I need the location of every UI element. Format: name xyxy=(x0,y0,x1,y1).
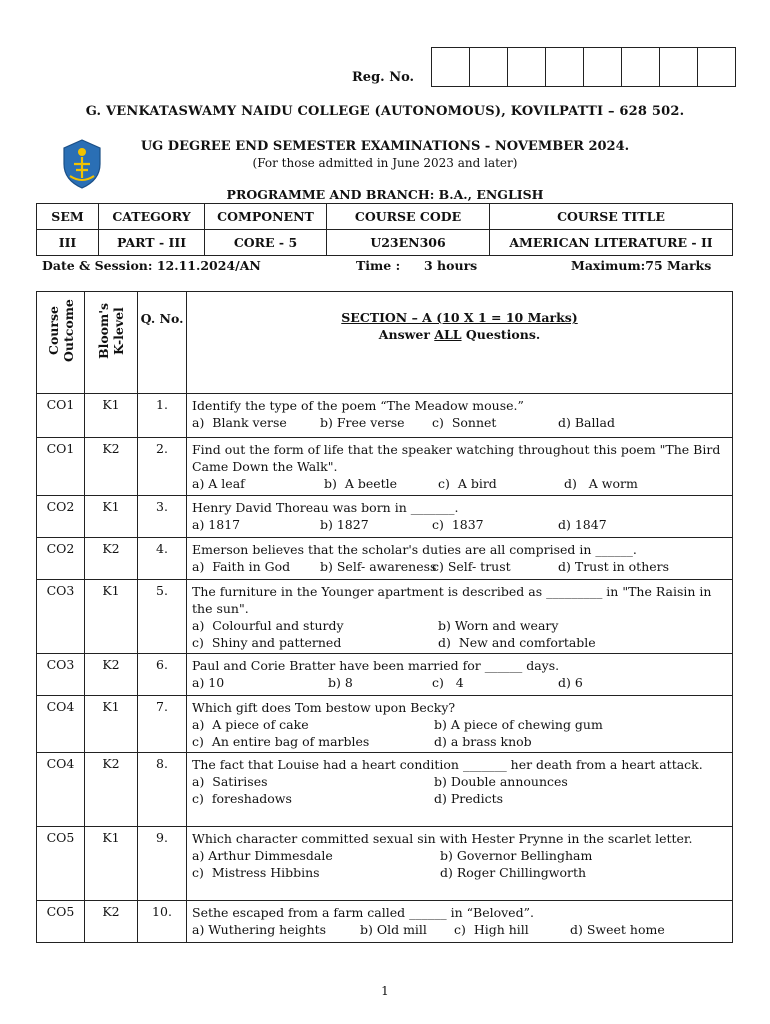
col-component: COMPONENT xyxy=(205,204,327,230)
answer-option: c) Shiny and patterned xyxy=(192,635,342,650)
question-number-cell: 8. xyxy=(138,753,187,827)
answer-option: d) Sweet home xyxy=(570,922,665,937)
options-row xyxy=(192,475,727,492)
options-row xyxy=(192,674,727,691)
answer-option: d) Trust in others xyxy=(558,559,670,574)
answer-option: d) Roger Chillingworth xyxy=(440,865,587,880)
options-row xyxy=(192,864,727,881)
question-text: The fact that Louise had a heart condition _______ her death from a heart attack. xyxy=(192,757,703,772)
answer-option: a) Colourful and sturdy xyxy=(192,618,344,633)
question-text: Identify the type of the poem “The Meadow mouse.” xyxy=(192,398,524,413)
question-number-cell: 7. xyxy=(138,696,187,753)
question-text: Emerson believes that the scholar's duties are all comprised in ______. xyxy=(192,542,637,557)
question-row xyxy=(37,901,733,943)
answer-option: c) Mistress Hibbins xyxy=(192,865,320,880)
blooms-level-cell: K1 xyxy=(85,827,138,901)
answer-option: c) Sonnet xyxy=(432,415,497,430)
answer-option: a) Arthur Dimmesdale xyxy=(192,848,333,863)
blooms-level-cell: K1 xyxy=(85,496,138,538)
question-row xyxy=(37,496,733,538)
answer-option: a) 10 xyxy=(192,675,225,690)
question-number-cell: 5. xyxy=(138,580,187,654)
blooms-level-cell: K2 xyxy=(85,438,138,496)
course-outcome-cell: CO5 xyxy=(37,901,85,943)
answer-option: d) A worm xyxy=(564,476,638,491)
question-number-cell: 6. xyxy=(138,654,187,696)
question-text: Which character committed sexual sin with Hester Prynne in the scarlet letter. xyxy=(192,831,693,846)
course-outcome-cell: CO4 xyxy=(37,696,85,753)
question-text: Sethe escaped from a farm called ______ in “Beloved”. xyxy=(192,905,534,920)
question-text: Find out the form of life that the speaker watching throughout this poem "The Bird Came Down the Walk". xyxy=(192,442,721,474)
answer-option: a) Blank verse xyxy=(192,415,287,430)
options-row xyxy=(192,773,727,790)
course-outcome-cell: CO1 xyxy=(37,394,85,438)
course-info-table xyxy=(36,203,733,256)
blooms-level-header: Bloom's K-level xyxy=(85,292,138,394)
question-content-cell xyxy=(187,580,733,654)
answer-option: d) New and comfortable xyxy=(438,635,596,650)
question-content-cell xyxy=(187,753,733,827)
options-row xyxy=(192,558,727,575)
answer-option: d) a brass knob xyxy=(434,734,532,749)
course-outcome-cell: CO4 xyxy=(37,753,85,827)
reg-no-box xyxy=(621,47,660,87)
exam-title: UG DEGREE END SEMESTER EXAMINATIONS - NOVEMBER 2024. xyxy=(140,139,630,154)
time-value: 3 hours xyxy=(424,258,478,273)
answer-option: a) Satirises xyxy=(192,774,268,789)
question-text: Paul and Corie Bratter have been married for ______ days. xyxy=(192,658,560,673)
question-number-cell: 2. xyxy=(138,438,187,496)
category-value: PART - III xyxy=(99,230,205,256)
answer-option: c) 1837 xyxy=(432,517,484,532)
reg-no-boxes xyxy=(432,47,736,87)
answer-option: b) Double announces xyxy=(434,774,568,789)
answer-option: b) 1827 xyxy=(320,517,369,532)
blooms-level-cell: K1 xyxy=(85,580,138,654)
question-table-header xyxy=(37,292,733,394)
question-row xyxy=(37,394,733,438)
blooms-level-cell: K1 xyxy=(85,696,138,753)
reg-no-box xyxy=(469,47,508,87)
question-content-cell xyxy=(187,438,733,496)
answer-option: b) Self- awareness xyxy=(320,559,437,574)
blooms-level-cell: K2 xyxy=(85,538,138,580)
options-row xyxy=(192,634,727,651)
component-value: CORE - 5 xyxy=(205,230,327,256)
section-title: SECTION – A (10 X 1 = 10 Marks) xyxy=(341,310,578,325)
answer-option: c) Self- trust xyxy=(432,559,511,574)
question-content-cell xyxy=(187,654,733,696)
admission-note: (For those admitted in June 2023 and later) xyxy=(252,156,518,170)
answer-option: d) 6 xyxy=(558,675,583,690)
question-row xyxy=(37,696,733,753)
question-content-cell xyxy=(187,901,733,943)
answer-option: a) 1817 xyxy=(192,517,241,532)
question-content-cell xyxy=(187,538,733,580)
col-sem: SEM xyxy=(37,204,99,230)
course-outcome-cell: CO3 xyxy=(37,654,85,696)
reg-no-box xyxy=(431,47,470,87)
question-content-cell xyxy=(187,496,733,538)
blooms-level-cell: K2 xyxy=(85,901,138,943)
answer-option: c) 4 xyxy=(432,675,464,690)
answer-option: b) A piece of chewing gum xyxy=(434,717,603,732)
question-text: The furniture in the Younger apartment is described as _________ in "The Raisin in the sun". xyxy=(192,584,712,616)
question-row xyxy=(37,438,733,496)
course-outcome-cell: CO2 xyxy=(37,538,85,580)
options-row xyxy=(192,733,727,750)
answer-option: d) Ballad xyxy=(558,415,615,430)
course-table-header-row xyxy=(37,204,733,230)
blooms-level-cell: K2 xyxy=(85,654,138,696)
reg-no-box xyxy=(507,47,546,87)
options-row xyxy=(192,516,727,533)
course-table-value-row xyxy=(37,230,733,256)
question-row xyxy=(37,538,733,580)
page-number: 1 xyxy=(381,984,389,998)
col-course-code: COURSE CODE xyxy=(327,204,490,230)
reg-no-box xyxy=(583,47,622,87)
answer-option: b) A beetle xyxy=(324,476,398,491)
question-content-cell xyxy=(187,696,733,753)
course-outcome-cell: CO3 xyxy=(37,580,85,654)
course-outcome-cell: CO5 xyxy=(37,827,85,901)
question-text: Henry David Thoreau was born in _______. xyxy=(192,500,459,515)
section-header xyxy=(187,292,733,394)
blooms-level-cell: K2 xyxy=(85,753,138,827)
answer-option: c) High hill xyxy=(454,922,529,937)
col-category: CATEGORY xyxy=(99,204,205,230)
answer-option: b) Old mill xyxy=(360,922,427,937)
col-course-title: COURSE TITLE xyxy=(490,204,733,230)
answer-option: c) foreshadows xyxy=(192,791,292,806)
college-name: G. VENKATASWAMY NAIDU COLLEGE (AUTONOMOUS), KOVILPATTI – 628 502. xyxy=(85,104,685,119)
question-number-cell: 9. xyxy=(138,827,187,901)
options-row xyxy=(192,847,727,864)
course-title-value: AMERICAN LITERATURE - II xyxy=(490,230,733,256)
answer-option: a) A piece of cake xyxy=(192,717,309,732)
answer-option: b) 8 xyxy=(328,675,353,690)
course-outcome-cell: CO2 xyxy=(37,496,85,538)
question-number-cell: 10. xyxy=(138,901,187,943)
answer-option: a) Wuthering heights xyxy=(192,922,327,937)
sem-value: III xyxy=(37,230,99,256)
answer-option: b) Free verse xyxy=(320,415,405,430)
question-number-cell: 1. xyxy=(138,394,187,438)
time-label: Time : xyxy=(356,258,401,273)
course-outcome-cell: CO1 xyxy=(37,438,85,496)
reg-no-box xyxy=(659,47,698,87)
blooms-level-cell: K1 xyxy=(85,394,138,438)
section-instruction: Answer ALL Questions. xyxy=(378,327,541,342)
question-number-cell: 4. xyxy=(138,538,187,580)
answer-option: b) Worn and weary xyxy=(438,618,559,633)
question-row xyxy=(37,654,733,696)
question-row xyxy=(37,827,733,901)
question-number-cell: 3. xyxy=(138,496,187,538)
answer-option: d) 1847 xyxy=(558,517,607,532)
question-content-cell xyxy=(187,827,733,901)
reg-no-box xyxy=(545,47,584,87)
maximum-marks: Maximum:75 Marks xyxy=(571,258,712,273)
course-code-value: U23EN306 xyxy=(327,230,490,256)
answer-option: b) Governor Bellingham xyxy=(440,848,593,863)
question-row xyxy=(37,580,733,654)
options-row xyxy=(192,921,727,938)
date-session: Date & Session: 12.11.2024/AN xyxy=(42,258,261,273)
reg-no-label: Reg. No. xyxy=(352,70,415,85)
options-row xyxy=(192,617,727,634)
answer-option: a) Faith in God xyxy=(192,559,291,574)
question-row xyxy=(37,753,733,827)
course-outcome-header: Course Outcome xyxy=(37,292,85,394)
options-row xyxy=(192,790,727,807)
question-table xyxy=(36,291,733,943)
question-text: Which gift does Tom bestow upon Becky? xyxy=(192,700,456,715)
question-number-header: Q. No. xyxy=(138,292,187,394)
answer-option: c) An entire bag of marbles xyxy=(192,734,370,749)
answer-option: d) Predicts xyxy=(434,791,504,806)
answer-option: a) A leaf xyxy=(192,476,245,491)
options-row xyxy=(192,716,727,733)
answer-option: c) A bird xyxy=(438,476,497,491)
programme-branch: PROGRAMME AND BRANCH: B.A., ENGLISH xyxy=(226,187,544,202)
question-content-cell xyxy=(187,394,733,438)
reg-no-box xyxy=(697,47,736,87)
options-row xyxy=(192,414,727,431)
